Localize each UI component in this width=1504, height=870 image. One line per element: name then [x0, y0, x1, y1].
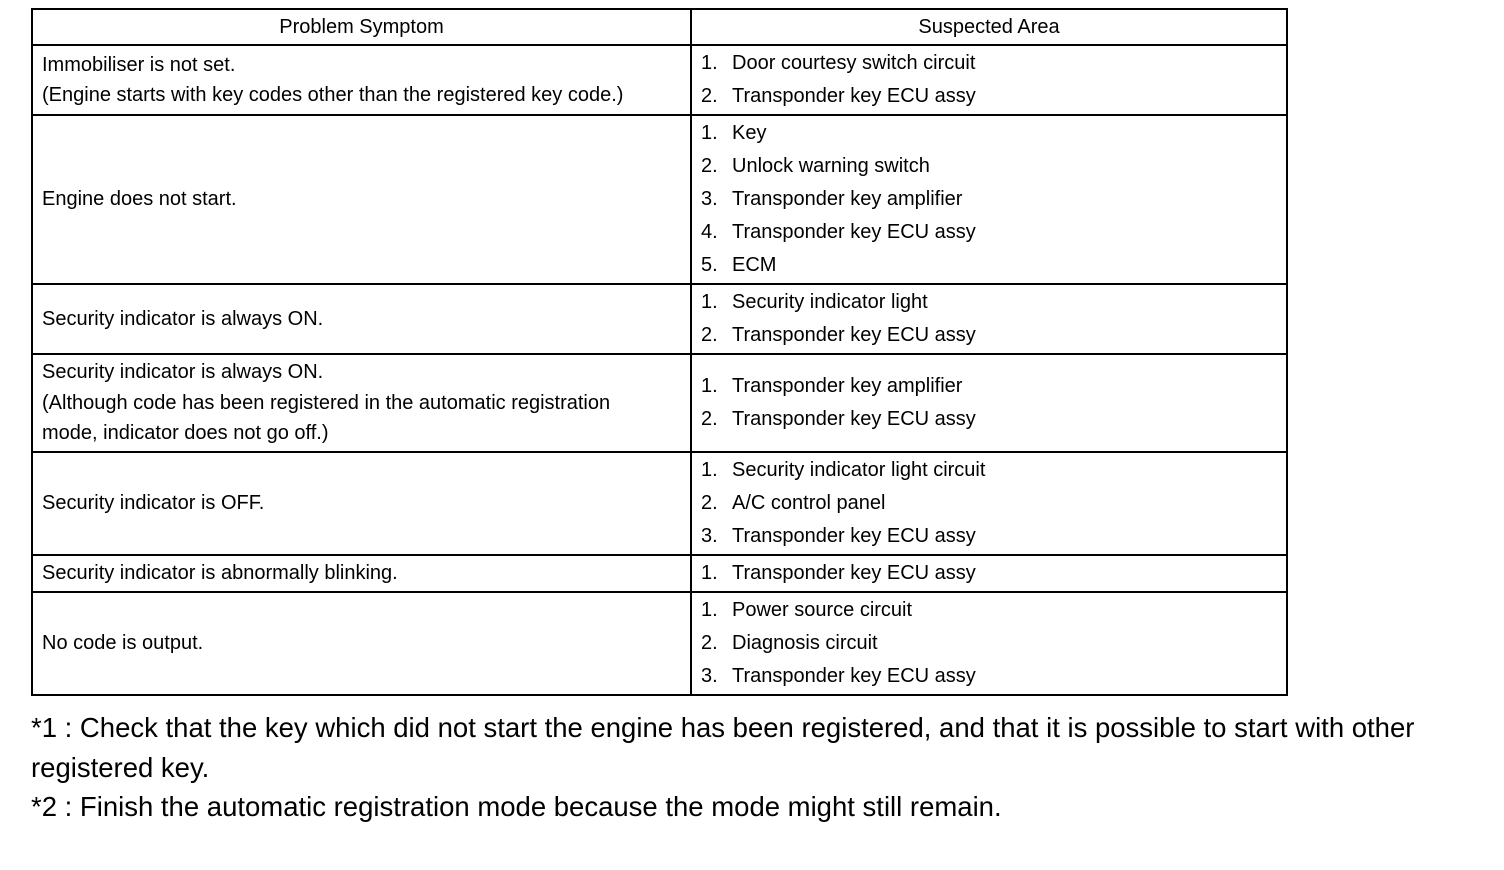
table-row [32, 284, 1287, 354]
suspected-area-item [701, 660, 1280, 693]
item-text: Diagnosis circuit [732, 631, 878, 654]
item-text: Transponder key amplifier [732, 374, 963, 397]
item-text: Transponder key ECU assy [732, 324, 976, 346]
item-text: Door courtesy switch circuit [732, 52, 976, 74]
item-number: 1. [701, 374, 718, 397]
symptom-text: Engine does not start. [42, 188, 237, 211]
item-number: 4. [701, 221, 718, 243]
suspected-area-item [701, 520, 1280, 553]
footnote: *1 : Check that the key which did not start the engine has been registered, and that it is possible to start with other registered key. [31, 712, 1415, 783]
suspected-area-item [701, 150, 1280, 183]
table-row [32, 115, 1287, 284]
suspected-area-cell [691, 115, 1287, 284]
item-number: 5. [701, 254, 718, 276]
table-row [32, 555, 1287, 592]
symptom-text: (Engine starts with key codes other than the registered key code.) [42, 84, 624, 106]
item-number: 3. [701, 188, 718, 210]
item-text: Transponder key ECU assy [732, 85, 976, 107]
item-number: 3. [701, 524, 718, 547]
problem-symptom-cell [32, 45, 691, 115]
symptom-text: Security indicator is abnormally blinking. [42, 561, 398, 584]
item-number: 2. [701, 407, 718, 430]
problem-symptom-cell [32, 452, 691, 555]
suspected-area-cell [691, 592, 1287, 695]
problem-symptom-cell [32, 354, 691, 452]
suspected-area-cell [691, 555, 1287, 592]
suspected-area-item [701, 216, 1280, 249]
item-text: Unlock warning switch [732, 155, 930, 177]
symptom-text: mode, indicator does not go off.) [42, 422, 329, 444]
item-number: 3. [701, 664, 718, 687]
item-number: 1. [701, 122, 718, 144]
item-number: 1. [701, 598, 718, 621]
problem-symptom-cell [32, 115, 691, 284]
header-suspected-area: Suspected Area [691, 9, 1287, 45]
problem-symptom-cell [32, 284, 691, 354]
suspected-area-cell [691, 354, 1287, 452]
suspected-area-cell [691, 45, 1287, 115]
suspected-area-item [701, 557, 1280, 590]
item-text: Security indicator light circuit [732, 458, 986, 481]
symptom-text: Security indicator is OFF. [42, 491, 265, 514]
item-text: ECM [732, 254, 777, 276]
suspected-area-item [701, 80, 1280, 113]
symptom-text: Security indicator is always ON. [42, 307, 324, 330]
footnote: *2 : Finish the automatic registration mode because the mode might still remain. [31, 791, 1002, 822]
item-text: Power source circuit [732, 598, 913, 621]
item-text: Transponder key amplifier [732, 188, 963, 210]
suspected-area-cell [691, 284, 1287, 354]
suspected-area-item [701, 117, 1280, 150]
item-text: Security indicator light [732, 291, 928, 313]
symptom-text: Immobiliser is not set. [42, 53, 236, 76]
item-text: Transponder key ECU assy [732, 407, 976, 430]
table-row [32, 452, 1287, 555]
table-header-row [32, 9, 1287, 45]
footnotes [31, 708, 1501, 827]
header-problem-symptom: Problem Symptom [32, 9, 691, 45]
suspected-area-item [701, 403, 1280, 436]
item-number: 2. [701, 85, 718, 107]
problem-symptom-cell [32, 555, 691, 592]
symptom-text: Security indicator is always ON. [42, 361, 324, 383]
item-text: Transponder key ECU assy [732, 561, 976, 584]
item-number: 1. [701, 291, 718, 313]
table-row [32, 354, 1287, 452]
suspected-area-item [701, 454, 1280, 487]
problem-symptom-cell [32, 592, 691, 695]
item-number: 2. [701, 155, 718, 177]
suspected-area-item [701, 286, 1280, 319]
suspected-area-item [701, 47, 1280, 80]
symptom-text: (Although code has been registered in the automatic registration [42, 391, 611, 414]
item-text: A/C control panel [732, 491, 886, 514]
item-number: 2. [701, 491, 718, 514]
item-text: Transponder key ECU assy [732, 664, 976, 687]
table-row [32, 45, 1287, 115]
suspected-area-item [701, 249, 1280, 282]
suspected-area-item [701, 487, 1280, 520]
item-text: Transponder key ECU assy [732, 524, 976, 547]
item-number: 2. [701, 631, 718, 654]
suspected-area-item [701, 594, 1280, 627]
suspected-area-cell [691, 452, 1287, 555]
symptom-table [31, 8, 1288, 696]
table-row [32, 592, 1287, 695]
item-number: 2. [701, 324, 718, 346]
suspected-area-item [701, 319, 1280, 352]
item-number: 1. [701, 458, 718, 481]
table-body [32, 45, 1287, 695]
suspected-area-item [701, 183, 1280, 216]
item-text: Transponder key ECU assy [732, 221, 976, 243]
symptom-text: No code is output. [42, 631, 204, 654]
item-number: 1. [701, 561, 718, 584]
suspected-area-item [701, 370, 1280, 403]
item-text: Key [732, 122, 767, 144]
item-number: 1. [701, 52, 718, 74]
suspected-area-item [701, 627, 1280, 660]
